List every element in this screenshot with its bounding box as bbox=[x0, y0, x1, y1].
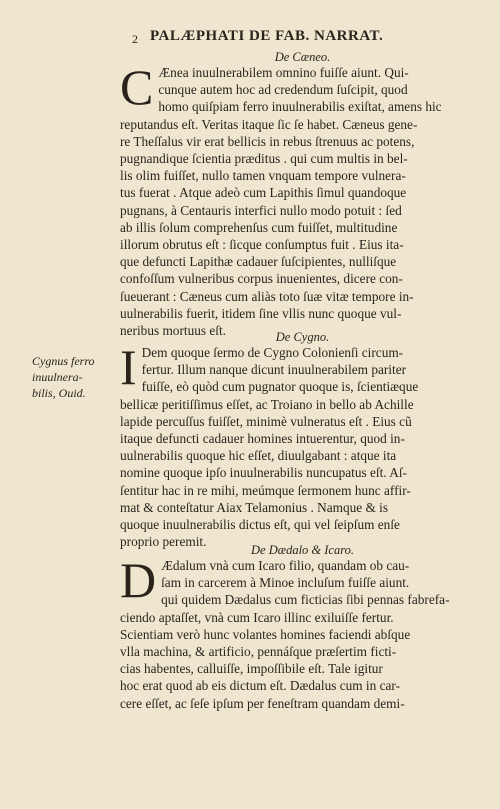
section-title-caeneo: De Cæneo. bbox=[274, 50, 331, 64]
text-line: uulnerabilis quoque hic eſſet, diuulgabant : atque ita bbox=[120, 448, 397, 464]
margin-note-line: bilis, Ouid. bbox=[32, 386, 86, 400]
text-line: re Theſſalus vir erat bellicis in rebus ſtrenuus ac potens, bbox=[120, 133, 415, 149]
section-body-daedalo bbox=[120, 552, 485, 712]
text-line: ciendo aptaſſet, vnà cum Icaro illinc exiluiſſe fertur. bbox=[120, 609, 394, 625]
text-line: cunque autem hoc ad credendum ſuſcipit, quod bbox=[158, 82, 408, 98]
text-line: cere eſſet, ac ſeſe ipſum per feneſtram quandam demi- bbox=[120, 695, 405, 711]
text-line: mat & conteſtatur Aiax Telamonius . Namque & is bbox=[120, 499, 389, 515]
text-line: ſentitur hac in re mihi, meúmque ſermonem hunc affir- bbox=[120, 482, 411, 498]
text-line: itaque defuncti cadauer homines intuerentur, quod in- bbox=[120, 431, 405, 447]
section-title-daedalo: De Dædalo & Icaro. bbox=[251, 543, 354, 557]
text-line: Ædalum vnà cum Icaro filio, quandam ob cau- bbox=[161, 558, 410, 573]
text-line: qui quidem Dædalus cum ficticias ſibi pennas fabrefa- bbox=[161, 592, 450, 608]
text-line: hoc erat quod ab eis dictum eſt. Dædalus cum in car- bbox=[120, 678, 400, 694]
running-title: PALÆPHATI DE FAB. NARRAT. bbox=[150, 28, 384, 44]
text-line: pugnandique ſcientia præditus . qui cum multis in bel- bbox=[120, 151, 408, 167]
margin-note-line: Cygnus ferro bbox=[32, 354, 95, 368]
text-line: ſueuerant : Cæneus cum aliàs toto ſuæ vitæ tempore in- bbox=[120, 288, 414, 304]
text-line: ab illis ſolum comprehenſus cum fuiſſet, multitudine bbox=[120, 219, 398, 235]
text-line: fuiſſe, eò quòd cum pugnator quoque is, ſcientiæque bbox=[141, 379, 419, 395]
dropcap: C bbox=[120, 59, 154, 115]
text-line: Scientiam verò hunc volantes homines faciendi abſque bbox=[120, 626, 411, 642]
section-body-caeneo bbox=[120, 59, 485, 339]
text-line: Ænea inuulnerabilem omnino fuiſſe aiunt. Qui- bbox=[158, 65, 409, 80]
section-body-cygno bbox=[120, 339, 485, 550]
section-title-cygno: De Cygno. bbox=[275, 330, 330, 344]
text-line: homo quiſpiam ferro inuulnerabilis exiſtat, amens hic bbox=[158, 99, 442, 115]
text-line: tus fuerat . Atque adeò cum Lapithis ſimul quandoque bbox=[120, 185, 407, 201]
text-line: ſam in carcerem à Minoe incluſum fuiſſe aiunt. bbox=[161, 575, 410, 591]
margin-note-line: inuulnera- bbox=[32, 370, 83, 384]
text-line: Dem quoque ſermo de Cygno Colonienſi circum- bbox=[141, 345, 404, 360]
text-line: reputandus eſt. Veritas itaque ſic ſe habet. Cæneus gene- bbox=[120, 116, 418, 132]
text-line: vlla machina, & artificio, pennáſque præſertim ficti- bbox=[120, 644, 397, 660]
dropcap: D bbox=[120, 552, 157, 608]
margin-note bbox=[32, 353, 122, 401]
page-number: 2 bbox=[132, 32, 138, 46]
text-line: confoſſum vulneribus corpus inuenientes, dicere con- bbox=[120, 271, 403, 287]
text-line: quoque inuulnerabilis dictus eſt, qui vel ſeipſum enſe bbox=[120, 517, 400, 533]
text-line: bellicæ peritiſſimus eſſet, ac Troiano in bello ab Achille bbox=[120, 396, 414, 412]
text-line: lapide percuſſus fuiſſet, minimè vulneratus eſt . Eius cũ bbox=[120, 413, 412, 429]
text-line: fertur. Illum nanque dicunt inuulnerabilem pariter bbox=[141, 362, 407, 378]
text-line: lis olim fuiſſet, nullo tamen vnquam tempore vulnera- bbox=[120, 168, 406, 184]
text-line: neribus mortuus eſt. bbox=[120, 323, 226, 339]
text-line: cias habentes, calluiſſe, impoſſibile eſt. Tale igitur bbox=[120, 661, 383, 677]
text-line: nomine quoque ipſo inuulnerabilis nuncupatus eſt. Aſ- bbox=[120, 465, 407, 481]
text-line: que defuncti Lapithæ cadauer ſuſcipientes, nulliſque bbox=[120, 254, 397, 270]
dropcap: I bbox=[120, 339, 137, 395]
text-line: proprio peremit. bbox=[120, 534, 207, 550]
text-line: pugnans, à Centauris interfici nullo modo potuit : ſed bbox=[120, 202, 402, 218]
text-line: uulnerabilis fuerit, itidem ſine vllis nunc quoque vul- bbox=[120, 305, 402, 321]
text-line: illorum obrutus eſt : ſicque conſumptus fuit . Eius ita- bbox=[120, 237, 404, 253]
